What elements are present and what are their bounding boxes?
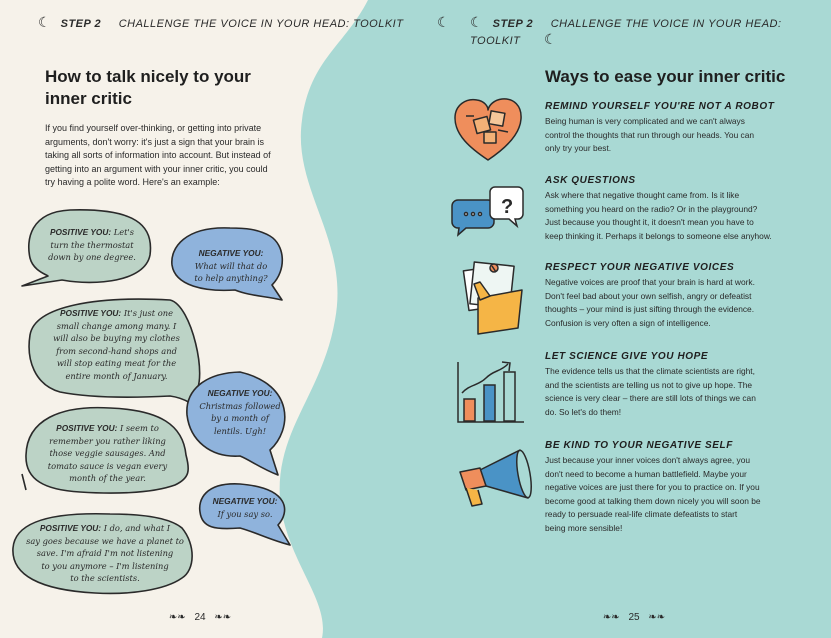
body-line: The evidence tells us that the climate scientists are right, [545, 366, 755, 376]
folder-icon [463, 262, 522, 334]
speaker-label: NEGATIVE YOU: [207, 388, 273, 398]
bubble-line: to the scientists. [70, 573, 140, 583]
section-heading: ASK QUESTIONS [545, 175, 636, 186]
right-page-footer [594, 612, 674, 623]
speaker-label: NEGATIVE YOU: [212, 496, 278, 506]
section-respect-voices [545, 262, 785, 330]
section-heading: REMIND YOURSELF YOU'RE NOT A ROBOT [545, 101, 775, 112]
bubble-line: lentils. Ugh! [213, 425, 267, 436]
body-line: Confusion is very often a sign of intelligence. [545, 317, 711, 328]
body-line: science is very clear – there are still lots of things we can [545, 393, 756, 404]
bubble-line: tomato sauce is vegan every [47, 460, 168, 471]
body-line: don't need to become a human battlefield. Maybe your [545, 468, 747, 479]
bubble-line: to help anything? [194, 273, 268, 283]
body-line: only try your best. [545, 143, 612, 154]
bubble-line: save. I'm afraid I'm not listening [36, 548, 174, 558]
intro-line: arguments, don't worry: it's just a sign that your brain is [45, 136, 265, 147]
section-heading: RESPECT YOUR NEGATIVE VOICES [545, 262, 735, 273]
moon-icon: ☾ [470, 14, 484, 30]
speaker-label: POSITIVE YOU: [39, 523, 102, 533]
bubble-line: by a month of [211, 413, 269, 423]
bubble-line: I do, and what I [103, 523, 171, 533]
bar-chart-icon [458, 362, 524, 422]
laurel-right-icon: ❧❧ [214, 612, 232, 623]
bubble-line: Let's [113, 227, 135, 237]
body-line: Just because you thought it, it doesn't mean you have to [545, 217, 754, 228]
laurel-left-icon: ❧❧ [168, 612, 186, 623]
section-ask-questions [545, 175, 785, 243]
step-label: STEP 2 [492, 18, 534, 30]
header-title: CHALLENGE THE VOICE IN YOUR HEAD: TOOLKIT [470, 18, 782, 47]
title-line-1: How to talk nicely to your [45, 67, 251, 86]
speaker-label: POSITIVE YOU: [56, 423, 118, 433]
body-line: Ask where that negative thought came from. Is it like [545, 190, 740, 200]
body-line: Just because your inner voices don't always agree, you [545, 455, 751, 465]
bubble-line: will stop eating meat for the [56, 358, 177, 368]
svg-text:?: ? [501, 196, 514, 218]
right-page-title: Ways to ease your inner critic [545, 67, 786, 86]
body-line: Negative voices are proof that your brain is hard at work. [545, 277, 755, 287]
moon-icon: ☾ [38, 14, 52, 30]
intro-line: If you find yourself over-thinking, or getting into private [45, 123, 262, 133]
section-heading: BE KIND TO YOUR NEGATIVE SELF [545, 440, 733, 451]
body-line: something you heard on the radio? Or in the playground? [545, 203, 758, 214]
header-title: CHALLENGE THE VOICE IN YOUR HEAD: TOOLKIT [118, 18, 404, 30]
body-line: and the scientists are telling us not to give up hope. The [545, 379, 753, 390]
speaker-label: NEGATIVE YOU: [198, 248, 264, 258]
moon-icon-right: ☾ [437, 14, 451, 30]
bubble-line: say goes because we have a planet to [26, 535, 184, 546]
body-line: Being human is very complicated and we can't always [545, 116, 745, 126]
bubble-line: It's just one [123, 308, 173, 318]
section-body [545, 276, 785, 330]
heart-patch-icon [455, 99, 521, 160]
section-not-a-robot [545, 101, 785, 156]
left-page-number: 24 [194, 612, 206, 623]
title-line-2: inner critic [45, 89, 132, 108]
section-body [545, 189, 785, 243]
bubble-line: small change among many. I [56, 320, 177, 331]
right-page-number: 25 [628, 612, 640, 623]
body-line: keep thinking it. Perhaps it belongs to someone else anyhow. [545, 230, 772, 241]
body-line: ready to persuade real-life climate defeatists to start [545, 509, 738, 520]
intro-line: taking all sorts of information into account. But instead of [45, 150, 271, 161]
body-line: negative voices are just there for you to practice on. If you [545, 482, 760, 493]
body-line: become good at talking them down nicely you will soon be [545, 495, 761, 506]
section-body [545, 115, 785, 156]
bubble-line: from second-hand shops and [56, 345, 177, 356]
intro-line: getting into an argument with your inner critic, you could [45, 163, 268, 174]
bubble-line: will also be buying my clothes [53, 333, 180, 343]
bubble-line: to you anymore – I'm listening [41, 560, 169, 571]
section-body [545, 365, 785, 419]
bubble-line: What will that do [194, 260, 268, 271]
moon-icon-right: ☾ [543, 31, 557, 47]
bubble-line: Christmas followed [199, 400, 281, 411]
section-body [545, 454, 785, 536]
bubble-line: I seem to [119, 423, 159, 433]
body-line: do. So let's do them! [545, 406, 622, 417]
speaker-label: POSITIVE YOU: [49, 227, 112, 237]
body-line: Don't feel bad about your own selfish, angry or defeatist [545, 290, 752, 301]
bubble-line: down by one degree. [48, 252, 136, 262]
megaphone-icon [460, 449, 534, 506]
section-be-kind [545, 440, 785, 536]
bubble-line: those veggie sausages. And [49, 448, 166, 458]
section-heading: LET SCIENCE GIVE YOU HOPE [545, 351, 709, 362]
body-line: control the thoughts that run through our heads. You can [545, 129, 755, 140]
bubble-line: turn the thermostat [50, 239, 134, 250]
laurel-right-icon: ❧❧ [648, 612, 666, 623]
body-line: being more sensible! [545, 522, 623, 533]
bubble-line: entire month of January. [65, 370, 168, 381]
intro-line: try having a polite word. Here's an example: [45, 177, 220, 188]
bubble-line: month of the year. [69, 473, 146, 483]
speaker-label: POSITIVE YOU: [60, 308, 122, 318]
body-line: thoughts – your mind is just sifting through the evidence. [545, 304, 755, 315]
step-label: STEP 2 [60, 18, 102, 30]
bubble-line: If you say so. [217, 508, 273, 519]
speech-question-icon [452, 187, 523, 235]
laurel-left-icon: ❧❧ [602, 612, 620, 623]
bubble-line: remember you rather liking [49, 435, 166, 446]
section-science-hope [545, 351, 785, 419]
